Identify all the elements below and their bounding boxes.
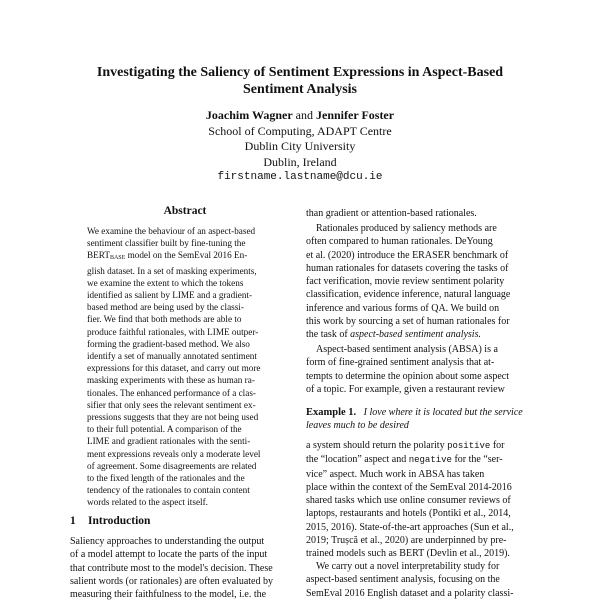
example-1 bbox=[306, 406, 534, 433]
paragraph-line-text: for the “ser- bbox=[451, 454, 503, 466]
title-line-2: Sentiment Analysis bbox=[243, 82, 357, 97]
paragraph-line: fact verification, movie review sentiment polarity bbox=[306, 276, 505, 288]
abstract-line: to the fixed length of the rationales and the bbox=[87, 473, 245, 484]
abstract-line: sentiment classifier built by fine-tuning the bbox=[87, 238, 246, 249]
bert-subscript: BASE bbox=[109, 255, 126, 262]
paragraph-line-text: We carry out a novel interpretability study for bbox=[316, 561, 500, 572]
paragraph-line bbox=[306, 439, 534, 453]
abstract-line: LIME and gradient rationales with the senti- bbox=[87, 436, 251, 447]
introduction-body bbox=[70, 535, 300, 601]
abstract-line: based method are being used by the classi- bbox=[87, 302, 244, 313]
paragraph-line-text: a system should return the polarity bbox=[306, 440, 448, 451]
paragraph-line-text: Aspect-based sentiment analysis (ABSA) is a bbox=[316, 344, 498, 355]
paragraph-line: shared tasks which use online consumer reviews of bbox=[306, 495, 511, 507]
abstract-line: identify a set of manually annotated sentiment bbox=[87, 351, 257, 362]
intro-line: of a model attempt to locate the parts of the input bbox=[70, 549, 268, 561]
abstract-line: glish dataset. In a set of masking experiments, bbox=[87, 265, 257, 276]
paragraph-line: 2015, 2016). State-of-the-art approaches (Sun et al., bbox=[306, 521, 514, 533]
right-paragraph-polarity bbox=[306, 439, 534, 561]
abstract-line: words related to the aspect itself. bbox=[87, 497, 208, 508]
abstract-line: expressions for this dataset, and carry out more bbox=[87, 363, 261, 374]
title-line-1: Investigating the Saliency of Sentiment Expressions in Aspect-Based bbox=[96, 65, 504, 80]
abstract-body bbox=[87, 225, 285, 509]
paragraph-line: tempts to determine the opinion about some aspect bbox=[306, 370, 510, 382]
author-1: Joachim Wagner bbox=[205, 108, 293, 122]
author-names bbox=[100, 108, 500, 124]
section-number: 1 bbox=[70, 515, 76, 527]
paragraph-line: SemEval 2016 English dataset and a polarity classi- bbox=[306, 587, 514, 599]
italic-phrase: aspect-based sentiment analysis. bbox=[350, 329, 481, 341]
abstract-line: identified as salient by LIME and a gradient- bbox=[87, 290, 253, 301]
polarity-negative: negative bbox=[408, 455, 452, 466]
abstract-line: We examine the behaviour of an aspect-based bbox=[87, 226, 256, 236]
abstract-line: to their full potential. A comparison of the bbox=[87, 424, 242, 435]
abstract-line: produce faithful rationales, with LIME outper- bbox=[87, 326, 259, 337]
paragraph-line: inference and various forms of QA. We build on bbox=[306, 302, 500, 314]
abstract-line: masking experiments with these as human ra- bbox=[87, 375, 255, 386]
abstract-line: sifier that only sees the relevant sentiment ex- bbox=[87, 399, 256, 410]
abstract-line: tionales. The enhanced performance of a clas- bbox=[87, 387, 256, 398]
example-text: I love where it is located but the service leaves much to be desired bbox=[306, 407, 523, 432]
affiliation-line-3: Dublin, Ireland bbox=[263, 154, 337, 169]
paragraph-line: classification, evidence inference, natural language bbox=[306, 289, 511, 301]
paragraph-line bbox=[306, 453, 534, 467]
author-and: and bbox=[295, 108, 313, 122]
right-paragraph-absa bbox=[306, 343, 534, 396]
paragraph-line bbox=[306, 328, 534, 341]
author-2: Jennifer Foster bbox=[316, 108, 395, 122]
example-label: Example 1. bbox=[306, 407, 357, 418]
paragraph-line: aspect-based sentiment analysis, focusing on the bbox=[306, 574, 500, 586]
section-title: Introduction bbox=[88, 515, 151, 527]
abstract-line bbox=[87, 249, 285, 264]
abstract-line: fier. We find that both methods are able to bbox=[87, 314, 242, 325]
paragraph-line bbox=[306, 343, 534, 356]
abstract-heading: Abstract bbox=[163, 205, 207, 217]
affiliation-line-1: School of Computing, ADAPT Centre bbox=[208, 123, 392, 138]
paper-title bbox=[60, 64, 540, 98]
paragraph-line: human rationales for datasets covering the tasks of bbox=[306, 262, 509, 274]
intro-line: that contribute most to the model's decision. These bbox=[70, 562, 273, 574]
intro-line: Saliency approaches to understanding the output bbox=[70, 536, 265, 547]
right-column-continuation: than gradient or attention-based rationales. bbox=[306, 208, 477, 219]
abstract-line: forming the gradient-based method. We also bbox=[87, 338, 250, 349]
intro-line: salient words (or rationales) are often evaluated by bbox=[70, 575, 273, 587]
section-heading-introduction bbox=[70, 515, 300, 527]
paragraph-line: place within the context of the SemEval 2014-2016 bbox=[306, 481, 512, 493]
author-email: firstname.lastname@dcu.ie bbox=[217, 171, 383, 183]
paragraph-line-text: the task of bbox=[306, 329, 351, 341]
author-block bbox=[100, 108, 500, 186]
paragraph-line: vice” aspect. Much work in ABSA has taken bbox=[306, 468, 485, 480]
abstract-line-text: model on the SemEval 2016 En- bbox=[125, 250, 248, 261]
paragraph-line-text: for bbox=[490, 440, 505, 451]
paragraph-line bbox=[306, 222, 534, 235]
paragraph-line: of a topic. For example, given a restaurant review bbox=[306, 383, 505, 395]
paragraph-line: this work by sourcing a set of human rationales for bbox=[306, 316, 510, 328]
abstract-line: tendency of the rationales to contain content bbox=[87, 485, 250, 496]
polarity-positive: positive bbox=[447, 441, 491, 451]
paragraph-line: trained models such as BERT (Devlin et al., 2019). bbox=[306, 548, 510, 560]
paragraph-line: form of fine-grained sentiment analysis that at- bbox=[306, 357, 495, 369]
paragraph-line-text: Rationales produced by saliency methods are bbox=[316, 223, 497, 234]
affiliation-line-2: Dublin City University bbox=[244, 139, 356, 153]
intro-line: measuring their faithfulness to the model, i.e. the bbox=[70, 589, 267, 601]
bert-text: BERT bbox=[87, 250, 110, 261]
paragraph-line: often compared to human rationales. DeYoung bbox=[306, 236, 493, 248]
paragraph-line-text: the “location” aspect and bbox=[306, 454, 409, 466]
abstract-line: we examine the extent to which the tokens bbox=[87, 277, 244, 288]
abstract-line: pressions suggests that they are not being used bbox=[87, 412, 259, 423]
right-paragraph-rationales bbox=[306, 222, 534, 342]
abstract-line: ment expressions reveals only a moderate level bbox=[87, 448, 261, 459]
abstract-line: of agreement. Some disagreements are related bbox=[87, 460, 257, 471]
paragraph-line: laptops, restaurants and hotels (Pontiki et al., 2014, bbox=[306, 508, 511, 520]
paragraph-line: et al. (2020) introduce the ERASER benchmark of bbox=[306, 249, 509, 261]
right-paragraph-study bbox=[306, 560, 534, 600]
paragraph-line bbox=[306, 560, 534, 573]
paragraph-line: 2019; Trușcă et al., 2020) are underpinned by pre- bbox=[306, 535, 507, 547]
